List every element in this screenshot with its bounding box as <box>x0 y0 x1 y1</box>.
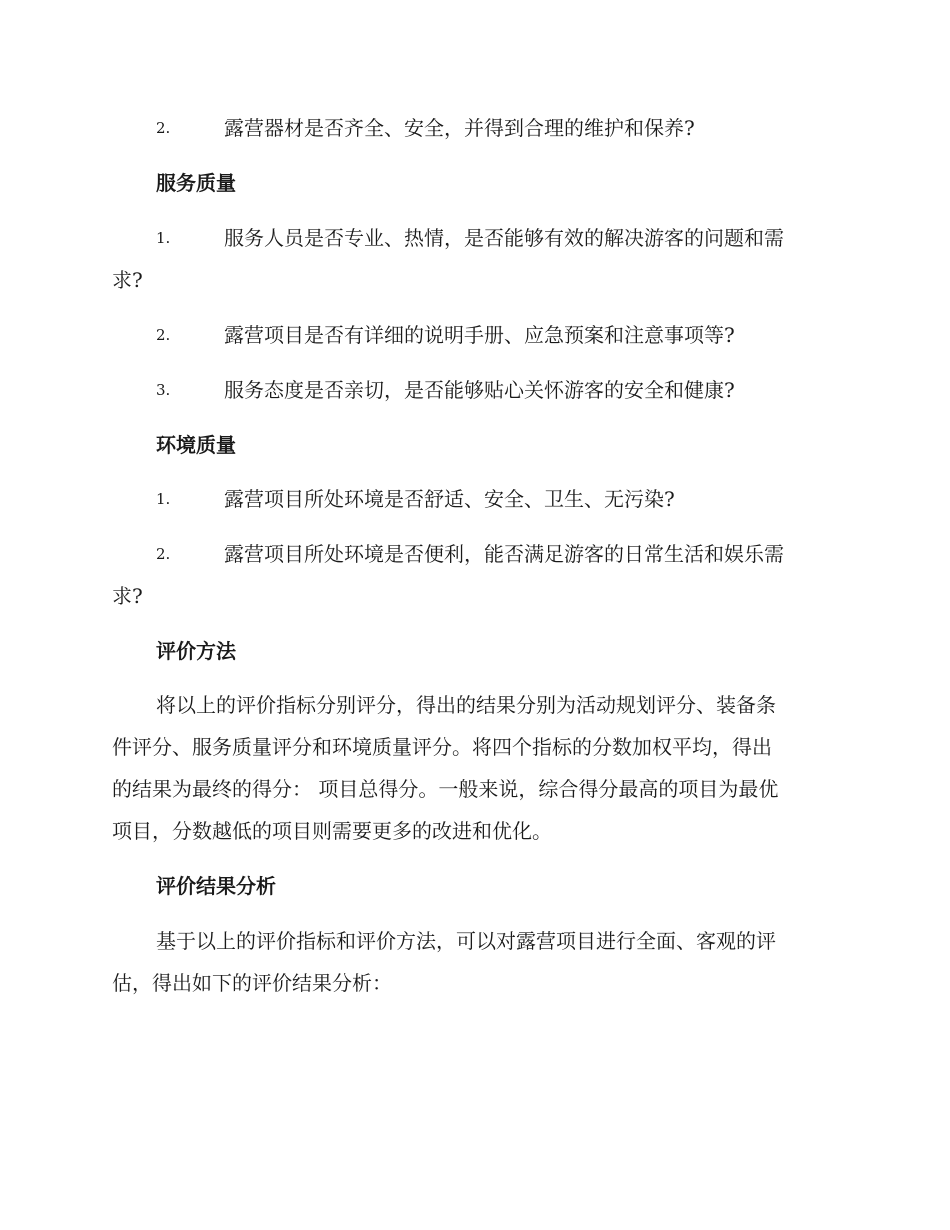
list-item-text: 露营项目所处环境是否舒适、安全、卫生、无污染? <box>224 487 675 511</box>
list-number: 2. <box>156 545 171 563</box>
section-heading-evaluation-method: 评价方法 <box>156 639 236 663</box>
list-number: 1. <box>156 490 171 508</box>
list-item-text: 服务人员是否专业、热情，是否能够有效的解决游客的问题和需 <box>224 226 784 250</box>
paragraph-line: 件评分、服务质量评分和环境质量评分。将四个指标的分数加权平均，得出 <box>112 735 772 759</box>
list-number: 2. <box>156 119 171 137</box>
paragraph-line: 的结果为最终的得分： 项目总得分。一般来说，综合得分最高的项目为最优 <box>112 777 779 801</box>
list-number: 1. <box>156 229 171 247</box>
list-item-text: 露营器材是否齐全、安全，并得到合理的维护和保养? <box>224 116 695 140</box>
paragraph-line: 基于以上的评价指标和评价方法，可以对露营项目进行全面、客观的评 <box>156 929 776 953</box>
list-item-text: 露营项目是否有详细的说明手册、应急预案和注意事项等? <box>224 323 735 347</box>
list-item-text-continuation: 求? <box>112 584 143 608</box>
paragraph-line: 估，得出如下的评价结果分析： <box>112 971 392 995</box>
section-heading-service-quality: 服务质量 <box>156 171 236 195</box>
list-item-text-continuation: 求? <box>112 268 143 292</box>
section-heading-environment-quality: 环境质量 <box>156 433 236 457</box>
section-heading-result-analysis: 评价结果分析 <box>156 874 276 898</box>
paragraph-line: 项目，分数越低的项目则需要更多的改进和优化。 <box>112 819 552 843</box>
paragraph-line: 将以上的评价指标分别评分，得出的结果分别为活动规划评分、装备条 <box>156 693 776 717</box>
list-item-text: 露营项目所处环境是否便利，能否满足游客的日常生活和娱乐需 <box>224 542 784 566</box>
list-item-text: 服务态度是否亲切，是否能够贴心关怀游客的安全和健康? <box>224 378 735 402</box>
list-number: 2. <box>156 326 171 344</box>
list-number: 3. <box>156 381 171 399</box>
